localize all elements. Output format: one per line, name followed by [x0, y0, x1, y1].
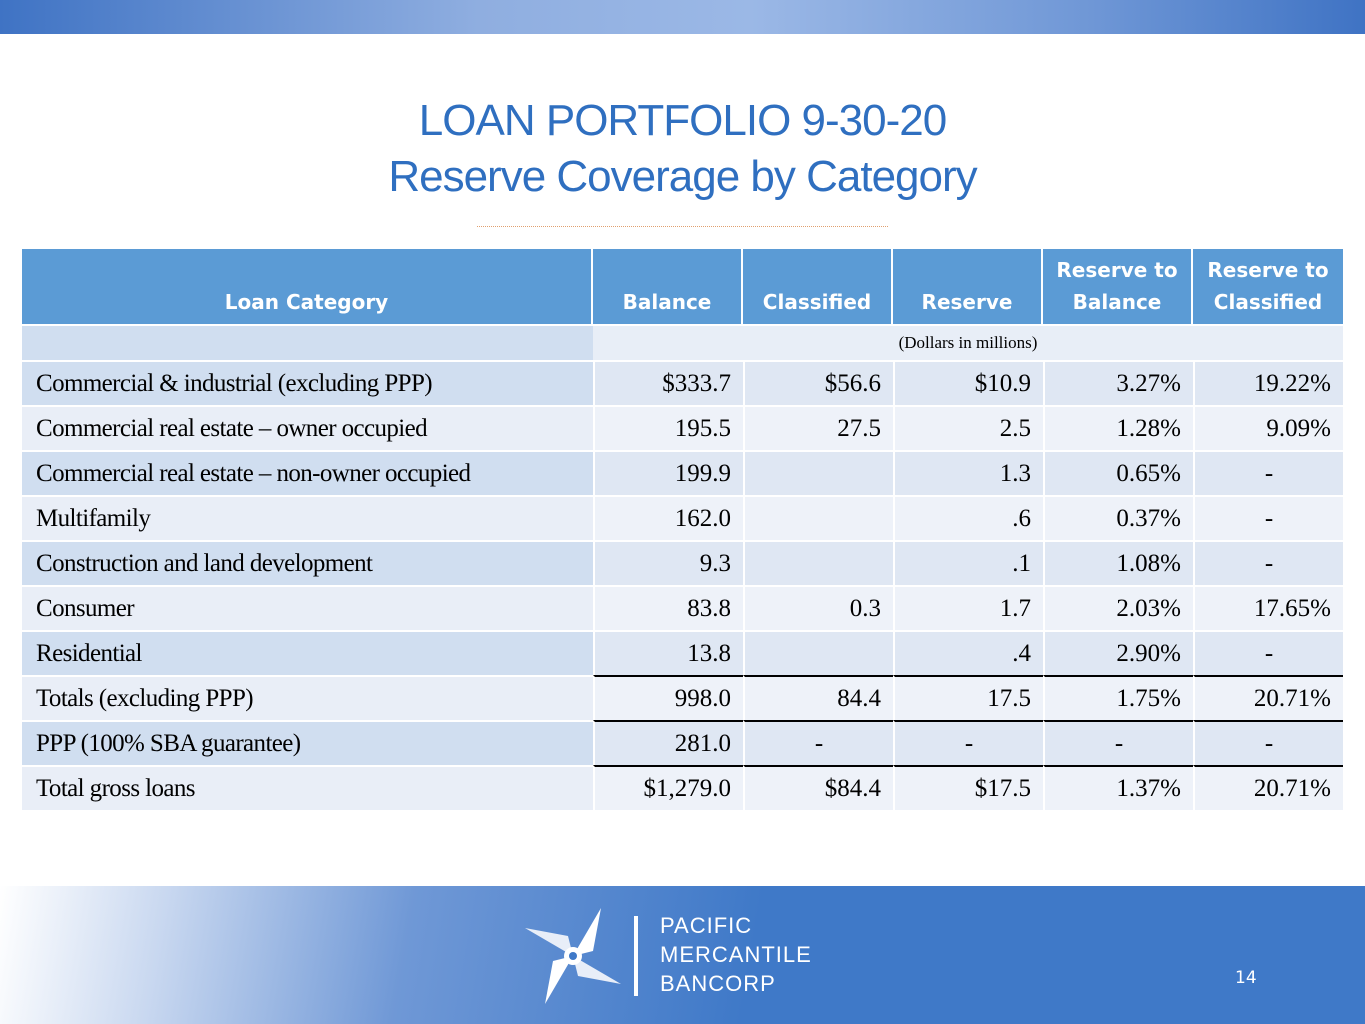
row-reserve-cell: 17.5: [893, 675, 1043, 720]
row-rtc-cell: 19.22%: [1193, 360, 1343, 405]
row-category: Construction and land development: [22, 540, 593, 585]
row-rtc-cell: -: [1193, 540, 1343, 585]
row-rtc-cell: -: [1193, 720, 1343, 765]
header-reserve: Reserve: [893, 249, 1043, 324]
slide-title: LOAN PORTFOLIO 9-30-20: [418, 96, 947, 145]
header-reserve-to-balance: [1043, 249, 1193, 324]
row-rtb-cell: 2.90%: [1043, 630, 1193, 675]
row-rtb-cell: -: [1043, 720, 1193, 765]
row-rtb-cell: 1.28%: [1043, 405, 1193, 450]
header-rtc-line2: Classified: [1213, 290, 1323, 314]
row-rtb-cell: 3.27%: [1043, 360, 1193, 405]
table-row: [22, 630, 1343, 675]
row-balance-cell: 998.0: [593, 675, 743, 720]
logo-text-line2: MERCANTILE: [660, 942, 812, 967]
table-row: [22, 405, 1343, 450]
row-balance-cell: $1,279.0: [593, 765, 743, 810]
row-category: PPP (100% SBA guarantee): [22, 720, 593, 765]
row-reserve-cell: 1.7: [893, 585, 1043, 630]
row-balance-cell: 162.0: [593, 495, 743, 540]
top-banner: [0, 0, 1365, 34]
header-classified: Classified: [743, 249, 893, 324]
row-rtc-cell: 20.71%: [1193, 765, 1343, 810]
row-balance-cell: 281.0: [593, 720, 743, 765]
title-divider: [477, 226, 888, 227]
logo-divider: [634, 916, 638, 996]
row-rtc-cell: 17.65%: [1193, 585, 1343, 630]
row-category: Consumer: [22, 585, 593, 630]
header-balance: Balance: [593, 249, 743, 324]
units-label: (Dollars in millions): [593, 324, 1343, 360]
table-row: [22, 540, 1343, 585]
row-classified-cell: 27.5: [743, 405, 893, 450]
header-rtb-line1: Reserve to: [1056, 258, 1178, 282]
table-row: [22, 360, 1343, 405]
table-row: [22, 495, 1343, 540]
row-reserve-cell: -: [893, 720, 1043, 765]
row-rtb-cell: 1.75%: [1043, 675, 1193, 720]
row-rtc-cell: -: [1193, 630, 1343, 675]
row-reserve-cell: 2.5: [893, 405, 1043, 450]
table-row: [22, 720, 1343, 765]
row-category: Commercial real estate – owner occupied: [22, 405, 593, 450]
row-balance-cell: 199.9: [593, 450, 743, 495]
row-category: Multifamily: [22, 495, 593, 540]
row-reserve-cell: .4: [893, 630, 1043, 675]
row-rtc-cell: 9.09%: [1193, 405, 1343, 450]
page-number: 14: [1235, 968, 1257, 988]
row-classified-cell: [743, 630, 893, 675]
row-rtc-cell: 20.71%: [1193, 675, 1343, 720]
row-rtc-cell: -: [1193, 450, 1343, 495]
table-row: [22, 765, 1343, 810]
logo-text-line1: PACIFIC: [660, 913, 753, 938]
row-category: Residential: [22, 630, 593, 675]
row-rtb-cell: 0.65%: [1043, 450, 1193, 495]
table-body: [22, 360, 1343, 810]
row-classified-cell: 0.3: [743, 585, 893, 630]
row-classified-cell: [743, 540, 893, 585]
loan-portfolio-table: [22, 249, 1343, 810]
row-rtb-cell: 2.03%: [1043, 585, 1193, 630]
row-reserve-cell: 1.3: [893, 450, 1043, 495]
row-balance-cell: 83.8: [593, 585, 743, 630]
row-reserve-cell: $17.5: [893, 765, 1043, 810]
table-header-row: [22, 249, 1343, 324]
row-rtc-cell: -: [1193, 495, 1343, 540]
row-reserve-cell: $10.9: [893, 360, 1043, 405]
header-loan-category: Loan Category: [22, 249, 593, 324]
row-classified-cell: [743, 450, 893, 495]
header-rtb-line2: Balance: [1072, 290, 1162, 314]
row-balance-cell: 13.8: [593, 630, 743, 675]
row-classified-cell: $84.4: [743, 765, 893, 810]
table-row: [22, 675, 1343, 720]
row-classified-cell: 84.4: [743, 675, 893, 720]
row-balance-cell: $333.7: [593, 360, 743, 405]
header-reserve-to-classified: [1193, 249, 1343, 324]
row-reserve-cell: .1: [893, 540, 1043, 585]
row-classified-cell: -: [743, 720, 893, 765]
row-category: Total gross loans: [22, 765, 593, 810]
units-row: [22, 324, 1343, 360]
row-rtb-cell: 0.37%: [1043, 495, 1193, 540]
row-balance-cell: 9.3: [593, 540, 743, 585]
table-row: [22, 450, 1343, 495]
row-classified-cell: $56.6: [743, 360, 893, 405]
units-spacer: [22, 324, 593, 360]
row-category: Totals (excluding PPP): [22, 675, 593, 720]
table-row: [22, 585, 1343, 630]
slide-subtitle: Reserve Coverage by Category: [388, 152, 977, 201]
row-reserve-cell: .6: [893, 495, 1043, 540]
logo-text-line3: BANCORP: [660, 971, 776, 996]
row-rtb-cell: 1.08%: [1043, 540, 1193, 585]
row-rtb-cell: 1.37%: [1043, 765, 1193, 810]
pinwheel-logo-icon: [523, 906, 623, 1006]
header-rtc-line1: Reserve to: [1207, 258, 1329, 282]
row-category: Commercial & industrial (excluding PPP): [22, 360, 593, 405]
row-balance-cell: 195.5: [593, 405, 743, 450]
row-classified-cell: [743, 495, 893, 540]
row-category: Commercial real estate – non-owner occupied: [22, 450, 593, 495]
